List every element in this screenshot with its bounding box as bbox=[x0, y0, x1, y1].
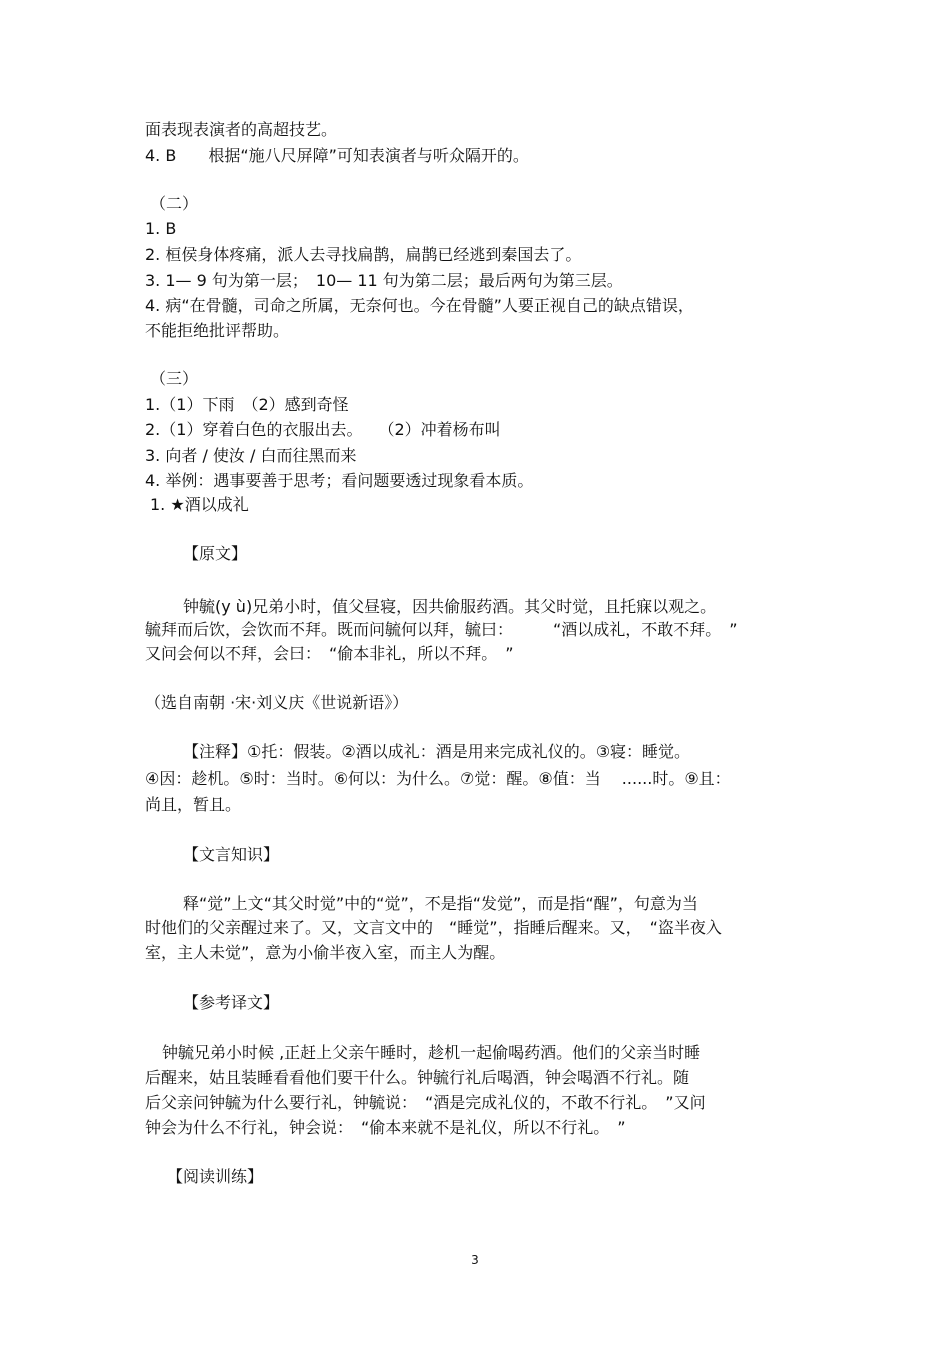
text-line: 释“觉”上文“其父时觉”中的“觉”，不是指“发觉”，而是指“醒”，句意为当 bbox=[183, 894, 698, 913]
notes-line: 【注释】①托：假装。②酒以成礼：酒是用来完成礼仪的。③寝：睡觉。 bbox=[183, 742, 691, 761]
section-heading-original: 【原文】 bbox=[183, 544, 248, 563]
text-line: 1.（1）下雨 （2）感到奇怪 bbox=[145, 395, 349, 414]
text-line: 4. 病“在骨髓，司命之所属，无奈何也。今在骨髓”人要正视自己的缺点错误， bbox=[145, 296, 694, 315]
text-line: 3. 1— 9 句为第一层； 10— 11 句为第二层；最后两句为第三层。 bbox=[145, 271, 623, 290]
text-line: 室，主人未觉”，意为小偷半夜入室，而主人为醒。 bbox=[145, 943, 506, 962]
text-line: 2.（1）穿着白色的衣服出去。 （2）冲着杨布叫 bbox=[145, 420, 501, 439]
page-number: 3 bbox=[471, 1253, 479, 1267]
notes-line: ④因：趁机。⑤时：当时。⑥何以：为什么。⑦觉：醒。⑧值：当 ......时。⑨且： bbox=[145, 769, 731, 788]
notes-line: 尚且，暂且。 bbox=[145, 795, 242, 814]
text-line: 4. 举例：遇事要善于思考；看问题要透过现象看本质。 bbox=[145, 471, 534, 490]
text-line: 钟会为什么不行礼，钟会说： “偷本来就不是礼仪，所以不行礼。 ” bbox=[145, 1118, 626, 1137]
text-line: 后醒来，姑且装睡看看他们要干什么。钟毓行礼后喝酒，钟会喝酒不行礼。随 bbox=[145, 1068, 690, 1087]
text-line: 又问会何以不拜，会曰： “偷本非礼，所以不拜。 ” bbox=[145, 644, 514, 663]
text-line: 1. B bbox=[145, 219, 177, 238]
text-line: 2. 桓侯身体疼痛，派人去寻找扁鹊，扁鹊已经逃到秦国去了。 bbox=[145, 245, 582, 264]
text-line: 钟毓兄弟小时候 ,正赶上父亲午睡时，趁机一起偷喝药酒。他们的父亲当时睡 bbox=[162, 1043, 701, 1062]
section-heading: （三） bbox=[150, 369, 199, 388]
section-heading-knowledge: 【文言知识】 bbox=[183, 845, 280, 864]
source-note: （选自南朝 ·宋·刘义庆《世说新语》） bbox=[145, 693, 409, 712]
section-heading-exercise: 【阅读训练】 bbox=[167, 1167, 264, 1186]
text-line: 时他们的父亲醒过来了。又，文言文中的 “睡觉”，指睡后醒来。又， “盗半夜入 bbox=[145, 918, 722, 937]
text-line: 后父亲问钟毓为什么要行礼，钟毓说： “酒是完成礼仪的，不敢不行礼。 ”又问 bbox=[145, 1093, 706, 1112]
text-line: 3. 向者 / 使汝 / 白而往黑而来 bbox=[145, 446, 357, 465]
section-heading: （二） bbox=[150, 194, 199, 213]
article-title: 1. ★酒以成礼 bbox=[150, 495, 249, 514]
section-heading-translation: 【参考译文】 bbox=[183, 993, 280, 1012]
text-line: 面表现表演者的高超技艺。 bbox=[145, 120, 338, 139]
text-line: 4. B 根据“施八尺屏障”可知表演者与听众隔开的。 bbox=[145, 146, 529, 165]
text-line: 毓拜而后饮，会饮而不拜。既而问毓何以拜，毓曰： “酒以成礼，不敢不拜。 ” bbox=[145, 620, 738, 639]
text-line: 钟毓(y ù)兄弟小时，值父昼寝，因共偷服药酒。其父时觉，且托寐以观之。 bbox=[183, 597, 717, 616]
text-line: 不能拒绝批评帮助。 bbox=[145, 321, 290, 340]
